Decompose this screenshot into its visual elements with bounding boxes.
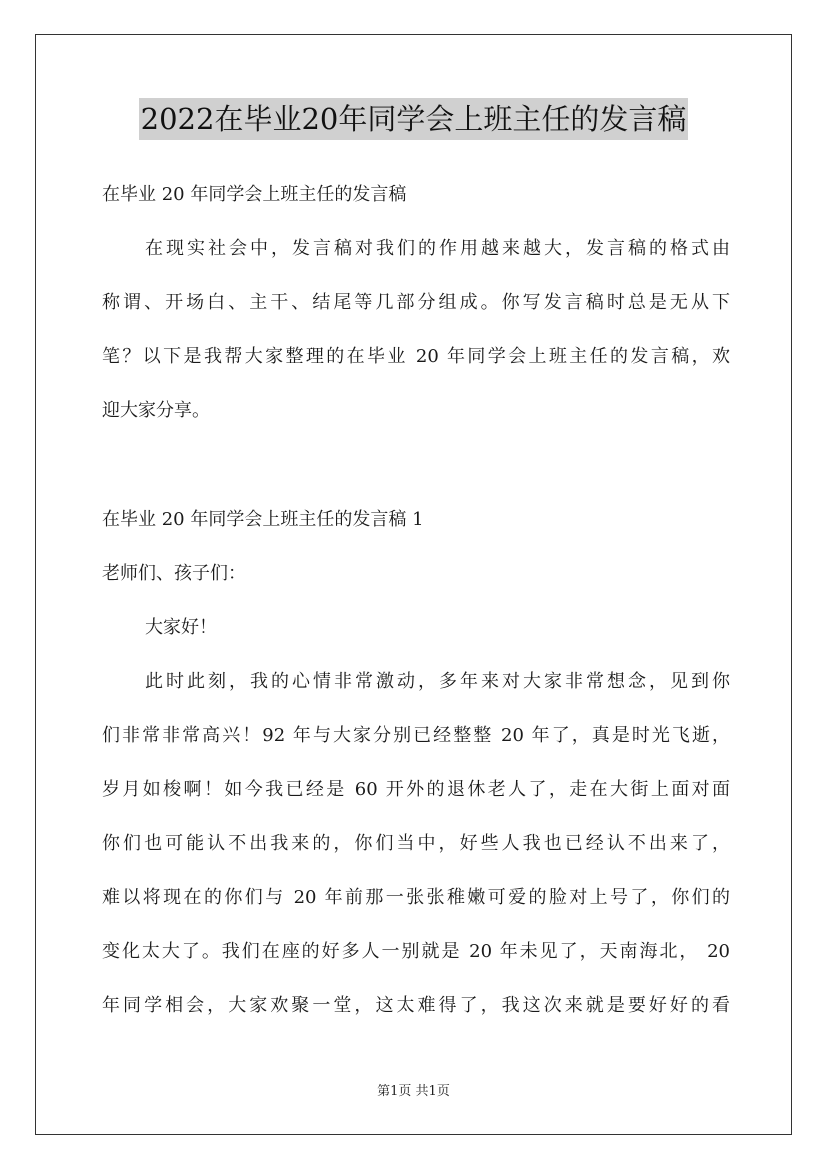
intro-line-3: 笔？以下是我帮大家整理的在毕业 20 年同学会上班主任的发言稿，欢	[102, 346, 730, 367]
body-line-5: 难以将现在的你们与 20 年前那一张张稚嫩可爱的脸对上号了，你们的	[102, 887, 730, 908]
page-footer: 第1页 共1页	[377, 1084, 450, 1099]
body-line-7: 年同学相会，大家欢聚一堂，这太难得了，我这次来就是要好好的看	[102, 995, 730, 1016]
body-line-6: 变化太大了。我们在座的好多人一别就是 20 年未见了，天南海北， 20	[102, 941, 730, 962]
document-title: 2022在毕业20年同学会上班主任的发言稿	[139, 98, 689, 140]
body-line-2: 们非常非常高兴！92 年与大家分别已经整整 20 年了，真是时光飞逝，	[102, 725, 730, 746]
subtitle: 在毕业 20 年同学会上班主任的发言稿	[102, 184, 407, 205]
intro-line-4: 迎大家分享。	[102, 400, 210, 421]
greeting: 大家好！	[145, 617, 217, 638]
intro-line-2: 称谓、开场白、主干、结尾等几部分组成。你写发言稿时总是无从下	[102, 292, 730, 313]
body-line-3: 岁月如梭啊！如今我已经是 60 开外的退休老人了，走在大街上面对面	[102, 779, 730, 800]
salutation: 老师们、孩子们：	[102, 563, 246, 584]
body-line-1: 此时此刻，我的心情非常激动，多年来对大家非常想念，见到你	[145, 671, 730, 692]
section-heading: 在毕业 20 年同学会上班主任的发言稿 1	[102, 509, 424, 530]
title-container	[0, 98, 827, 140]
body-line-4: 你们也可能认不出我来的，你们当中，好些人我也已经认不出来了，	[102, 833, 730, 854]
intro-line-1: 在现实社会中，发言稿对我们的作用越来越大，发言稿的格式由	[145, 238, 730, 259]
